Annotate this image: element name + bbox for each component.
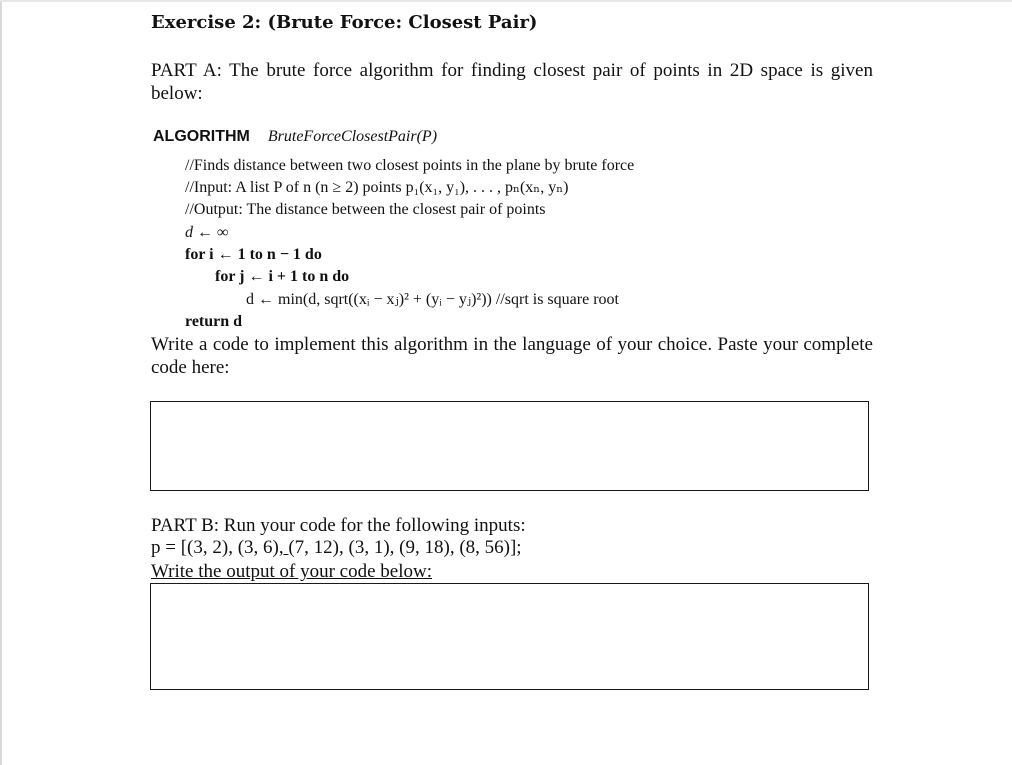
part-b-intro: PART B: Run your code for the following inputs: — [151, 515, 526, 536]
points-input — [151, 537, 522, 559]
algorithm-keyword: ALGORITHM — [153, 128, 250, 145]
exercise-title: Exercise 2: (Brute Force: Closest Pair) — [151, 12, 538, 33]
code-init-d: d ← ∞ — [185, 224, 229, 241]
output-answer-box[interactable] — [150, 583, 869, 690]
code-comment-output: //Output: The distance between the closest pair of points — [185, 201, 546, 218]
points-suffix: (7, 12), (3, 1), (9, 18), (8, 56)]; — [288, 537, 522, 558]
algorithm-name: BruteForceClosestPair(P) — [267, 128, 438, 145]
code-comment-purpose: //Finds distance between two closest points in the plane by brute force — [185, 157, 635, 174]
page-left-edge — [0, 0, 2, 765]
part-a-instruction: Write a code to implement this algorithm in the language of your choice. Paste your complete code here: — [151, 334, 873, 378]
code-outer-loop: for i ← 1 to n − 1 do — [185, 246, 322, 263]
algorithm-heading — [153, 128, 437, 146]
code-answer-box[interactable] — [150, 401, 869, 491]
page-top-edge — [0, 0, 1012, 2]
code-return: return d — [185, 313, 243, 330]
code-comment-input: //Input: A list P of n (n ≥ 2) points p₁(x₁, y₁), . . . , pₙ(xₙ, yₙ) — [185, 179, 569, 196]
code-update-d: d ← min(d, sqrt((xᵢ − xⱼ)² + (yᵢ − yⱼ)²)) //sqrt is square root — [246, 291, 619, 308]
code-inner-loop: for j ← i + 1 to n do — [215, 268, 350, 285]
part-a-intro: PART A: The brute force algorithm for finding closest pair of points in 2D space is given below: — [151, 60, 873, 104]
points-underlined: , — [278, 537, 289, 558]
points-prefix: p = [(3, 2), (3, 6) — [151, 537, 279, 558]
part-b-instruction: Write the output of your code below: — [151, 561, 432, 582]
